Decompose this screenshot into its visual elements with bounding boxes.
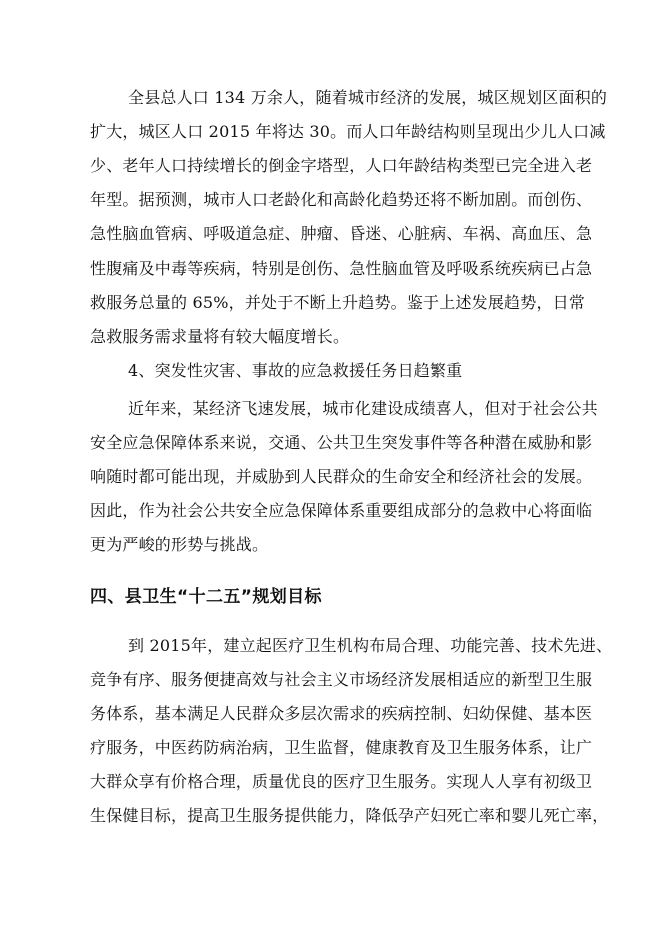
- paragraph-1-line-4: 年型。据预测，城市人口老龄化和高龄化趋势还将不断加剧。而创伤、: [90, 190, 593, 209]
- paragraph-1-line-5: 急性脑血管病、呼吸道急症、肿瘤、昏迷、心脏病、车祸、高血压、急: [90, 224, 593, 243]
- paragraph-3-line-3: 务体系，基本满足人民群众多层次需求的疾病控制、妇幼保健、基本医: [90, 704, 593, 723]
- paragraph-2-line-5: 更为严峻的形势与挑战。: [90, 535, 269, 554]
- paragraph-3-line-5: 大群众享有价格合理，质量优良的医疗卫生服务。实现人人享有初级卫: [90, 772, 593, 791]
- paragraph-3-line-6: 生保健目标，提高卫生服务提供能力，降低孕产妇死亡率和婴儿死亡率，: [90, 806, 609, 825]
- paragraph-2-line-2: 安全应急保障体系来说，交通、公共卫生突发事件等各种潜在威胁和影: [90, 433, 593, 452]
- paragraph-2-line-1: 近年来，某经济飞速发展，城市化建设成绩喜人，但对于社会公共: [128, 399, 598, 418]
- paragraph-2-line-4: 因此，作为社会公共安全应急保障体系重要组成部分的急救中心将面临: [90, 501, 593, 520]
- section-heading: 四、县卫生“十二五”规划目标: [90, 587, 322, 607]
- paragraph-1-line-8: 急救服务需求量将有较大幅度增长。: [90, 327, 350, 346]
- paragraph-3-line-2: 竞争有序、服务便捷高效与社会主义市场经济发展相适应的新型卫生服: [90, 670, 593, 689]
- paragraph-1-line-6: 性腹痛及中毒等疾病，特别是创伤、急性脑血管及呼吸系统疾病已占急: [90, 259, 593, 278]
- paragraph-2-line-3: 响随时都可能出现，并威胁到人民群众的生命安全和经济社会的发展。: [90, 467, 593, 486]
- paragraph-3-line-1: 到 2015年，建立起医疗卫生机构布局合理、功能完善、技术先进、: [128, 636, 613, 655]
- paragraph-1-line-2: 扩大，城区人口 2015 年将达 30。而人口年龄结构则呈现出少儿人口减: [90, 122, 606, 141]
- paragraph-3-line-4: 疗服务，中医药防病治病，卫生监督，健康教育及卫生服务体系，让广: [90, 738, 593, 757]
- paragraph-1-line-1: 全县总人口 134 万余人，随着城市经济的发展，城区规划区面积的: [128, 88, 608, 107]
- paragraph-1-line-7: 救服务总量的 65%，并处于不断上升趋势。鉴于上述发展趋势，日常: [90, 293, 586, 312]
- item-4-heading: 4、突发性灾害、事故的应急救援任务日趋繁重: [128, 361, 463, 380]
- paragraph-1-line-3: 少、老年人口持续增长的倒金字塔型，人口年龄结构类型已完全进入老: [90, 156, 593, 175]
